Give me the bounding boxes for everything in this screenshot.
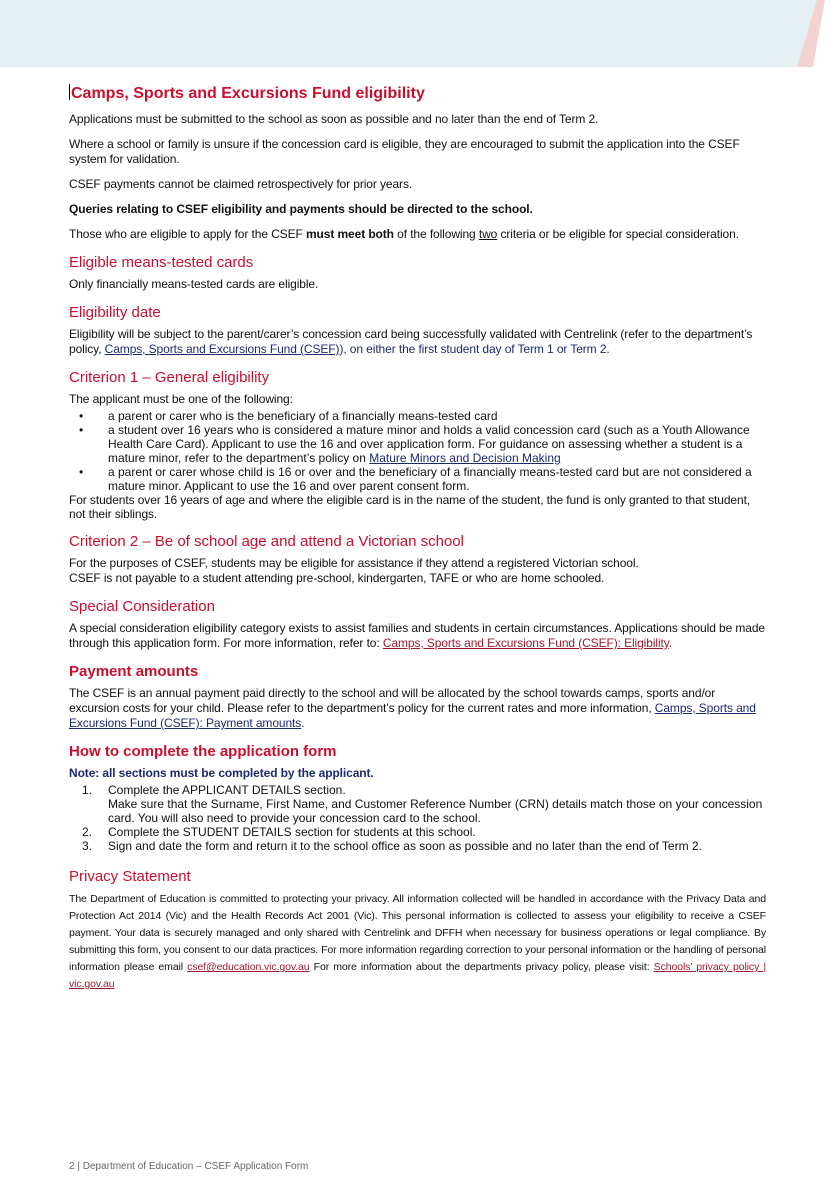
corner-triangle-decoration	[797, 0, 837, 67]
list-item: • a parent or carer whose child is 16 or over and the beneficiary of a financially means-tested card but are not considered a mature minor. Applicant to use the 16 and over parent consent form.	[69, 465, 766, 493]
csef-eligibility-link[interactable]: Camps, Sports and Excursions Fund (CSEF): Eligibility	[382, 636, 669, 650]
header-band	[0, 0, 837, 67]
intro-paragraph-5: Those who are eligible to apply for the CSEF must meet both of the following two criteria or be eligible for special consideration.	[69, 227, 739, 241]
intro-paragraph-3: CSEF payments cannot be claimed retrospectively for prior years.	[69, 177, 413, 191]
step-item: 3. Sign and date the form and return it to the school office as soon as possible and no later than the end of Term 2.	[82, 839, 702, 853]
payment-amounts-text: The CSEF is an annual payment paid directly to the school and will be allocated by the school towards camps, sports and/or excursion costs for your child. Please refer to the department’s policy for the current rates and more information, Camps, Sports and Excursions Fund (CSEF): Payment amounts.	[69, 686, 756, 730]
privacy-heading: Privacy Statement	[69, 868, 191, 885]
criterion2-heading: Criterion 2 – Be of school age and attend a Victorian school	[69, 533, 464, 550]
eligibility-date-heading: Eligibility date	[69, 304, 161, 321]
special-consideration-heading: Special Consideration	[69, 598, 215, 615]
criterion1-heading: Criterion 1 – General eligibility	[69, 369, 270, 386]
text-cursor	[69, 84, 70, 100]
means-tested-text: Only financially means-tested cards are eligible.	[69, 277, 319, 291]
special-consideration-text: A special consideration eligibility category exists to assist families and students in certain circumstances. Applications should be made through this application form. For more information, refer to: Camps, Sports and Excursions Fund (CSEF): Eligibility.	[69, 621, 765, 650]
payment-amounts-heading: Payment amounts	[69, 663, 199, 680]
criterion1-lead: The applicant must be one of the following:	[69, 392, 293, 406]
criterion1-note: For students over 16 years of age and where the eligible card is in the name of the student, the fund is only granted to that student, not their siblings.	[69, 493, 751, 521]
page-content	[69, 84, 766, 993]
intro-paragraph-2: Where a school or family is unsure if the concession card is eligible, they are encouraged to submit the application into the CSEF system for validation.	[69, 137, 740, 166]
criterion2-text: For the purposes of CSEF, students may be eligible for assistance if they attend a registered Victorian school. CSEF is not payable to a student attending pre-school, kindergarten, TAFE or who are home schooled.	[69, 556, 639, 585]
intro-paragraph-4: Queries relating to CSEF eligibility and payments should be directed to the school.	[69, 202, 533, 216]
how-to-steps	[69, 783, 766, 853]
mature-minors-link[interactable]: Mature Minors and Decision Making	[369, 451, 561, 465]
how-to-note: Note: all sections must be completed by the applicant.	[69, 766, 374, 780]
eligibility-date-text: Eligibility will be subject to the parent/carer’s concession card being successfully validated with Centrelink (refer to the department’s policy, Camps, Sports and Excursions Fund (CSEF)), on either the first student day of Term 1 or Term 2.	[69, 327, 753, 356]
privacy-policy-link[interactable]: Schools’ privacy policy | vic.gov.au	[69, 961, 766, 990]
step-item: 1. Complete the APPLICANT DETAILS section. Make sure that the Surname, First Name, and Customer Reference Number (CRN) details match those on your concession card. You will also need to provide your concession card to the school.	[82, 783, 763, 825]
page-title: Camps, Sports and Excursions Fund eligibility	[71, 85, 425, 102]
csef-policy-link[interactable]: Camps, Sports and Excursions Fund (CSEF)	[104, 342, 340, 356]
how-to-heading: How to complete the application form	[69, 743, 337, 760]
means-tested-heading: Eligible means-tested cards	[69, 254, 254, 271]
criterion1-list	[69, 409, 766, 493]
privacy-email-link[interactable]: csef@education.vic.gov.au	[187, 961, 310, 973]
step-item: 2. Complete the STUDENT DETAILS section for students at this school.	[82, 825, 476, 839]
privacy-text: The Department of Education is committed to protecting your privacy. All information collected will be handled in accordance with the Privacy Data and Protection Act 2014 (Vic) and the Health Records Act 2001 (Vic). This personal information is collected to assess your eligibility to receive a CSEF payment. Your data is securely managed and only shared with Centrelink and DFFH when necessary for business operations or legal compliance. By submitting this form, you consent to our data practices. For more information regarding correction to your personal information or the handling of personal information please email csef@education.vic.gov.au For more information about the departments privacy policy, please visit: Schools’ privacy policy | vic.gov.au	[69, 893, 766, 990]
intro-paragraph-1: Applications must be submitted to the school as soon as possible and no later than the end of Term 2.	[69, 112, 599, 126]
page-footer: 2 | Department of Education – CSEF Application Form	[69, 1161, 309, 1172]
list-item: • a parent or carer who is the beneficiary of a financially means-tested card	[69, 409, 766, 423]
csef-payment-link[interactable]: Camps, Sports and Excursions Fund (CSEF): Payment amounts	[69, 701, 756, 730]
list-item: • a student over 16 years who is considered a mature minor and holds a valid concession card (such as a Youth Allowance Health Care Card). Applicant to use the 16 and over application form. For guidance on assessing whether a student is a mature minor, refer to the department’s policy on Mature Minors and Decision Making	[69, 423, 766, 465]
